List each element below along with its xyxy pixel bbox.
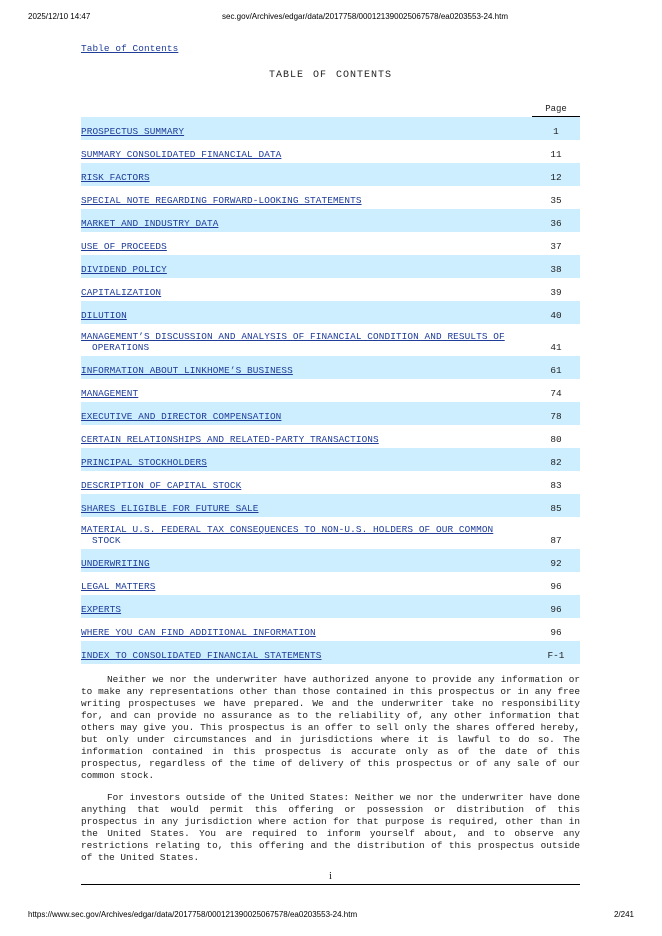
toc-entry-title: PROSPECTUS SUMMARY [81,126,185,137]
toc-entry-link[interactable] [81,218,218,229]
toc-entry-link[interactable] [81,331,505,353]
toc-entry-cell [81,163,532,186]
toc-row [81,572,580,595]
toc-entry-title-continued: OPERATIONS [92,342,150,353]
toc-entry-cell [81,278,532,301]
toc-table [81,97,580,664]
print-timestamp: 2025/12/10 14:47 [28,12,91,21]
toc-entry-title: SPECIAL NOTE REGARDING FORWARD-LOOKING STATEMENTS [81,195,362,206]
toc-row [81,448,580,471]
toc-entry-title: MATERIAL U.S. FEDERAL TAX CONSEQUENCES TO NON-U.S. HOLDERS OF OUR COMMON [81,524,494,535]
toc-page-number: 38 [532,255,580,278]
toc-entry-title: SHARES ELIGIBLE FOR FUTURE SALE [81,503,259,514]
toc-entry-link[interactable] [81,581,155,592]
toc-page-number: 61 [532,356,580,379]
toc-entry-cell [81,595,532,618]
toc-entry-title: DIVIDEND POLICY [81,264,167,275]
toc-row [81,595,580,618]
toc-entry-title: EXPERTS [81,604,122,615]
toc-entry-link[interactable] [81,195,362,206]
toc-page-number: 92 [532,549,580,572]
toc-entry-link[interactable] [81,650,322,661]
toc-entry-title: MANAGEMENT [81,388,139,399]
toc-row [81,618,580,641]
document-page [81,38,580,885]
toc-page-number: 96 [532,595,580,618]
toc-page-number: 80 [550,434,562,445]
toc-row [81,232,580,255]
toc-entry-cell [81,186,532,209]
print-page-counter: 2/241 [613,910,634,919]
toc-entry-link[interactable] [81,149,281,160]
table-of-contents-link[interactable]: Table of Contents [81,43,179,54]
toc-page-number: 82 [532,448,580,471]
toc-entry-cell [81,425,532,448]
toc-header-spacer [81,97,532,117]
toc-entry-title: USE OF PROCEEDS [81,241,167,252]
page-bottom-rule [81,884,580,885]
toc-entry-title: DESCRIPTION OF CAPITAL STOCK [81,480,242,491]
toc-entry-link[interactable] [81,558,150,569]
toc-page-number: 39 [550,287,562,298]
toc-entry-cell [81,209,532,232]
toc-entry-cell [81,117,532,140]
toc-entry-link[interactable] [81,172,150,183]
toc-page-number: 87 [550,535,562,546]
toc-entry-cell [81,379,532,402]
toc-entry-title-continued: STOCK [92,535,121,546]
toc-entry-cell [81,448,532,471]
toc-entry-title: MARKET AND INDUSTRY DATA [81,218,219,229]
toc-page-number: 41 [550,342,562,353]
toc-entry-title: INDEX TO CONSOLIDATED FINANCIAL STATEMENTS [81,650,322,661]
page-number: i [328,870,333,882]
toc-entry-link[interactable] [81,126,184,137]
toc-title: TABLE OF CONTENTS [268,70,393,81]
toc-row [81,425,580,448]
toc-page-number: 83 [550,480,562,491]
toc-entry-title: CAPITALIZATION [81,287,162,298]
toc-entry-link[interactable] [81,287,161,298]
toc-entry-link[interactable] [81,524,493,546]
toc-entry-cell [81,618,532,641]
print-header-url: sec.gov/Archives/edgar/data/2017758/000121390025067578/ea0203553-24.htm [222,12,509,21]
toc-page-number: 96 [550,627,562,638]
toc-row [81,278,580,301]
toc-page-number: 37 [550,241,562,252]
toc-page-number: 40 [532,301,580,324]
toc-entry-cell [81,641,532,664]
toc-entry-cell [81,324,532,356]
toc-row [81,301,580,324]
toc-row [81,209,580,232]
toc-entry-cell [81,232,532,255]
toc-page-number: 35 [550,195,562,206]
toc-entry-title: PRINCIPAL STOCKHOLDERS [81,457,207,468]
toc-page-number: 36 [532,209,580,232]
print-footer-url: https://www.sec.gov/Archives/edgar/data/2017758/000121390025067578/ea0203553-24.htm [28,910,358,919]
toc-row [81,517,580,549]
toc-row [81,255,580,278]
toc-row [81,379,580,402]
toc-page-number: 12 [532,163,580,186]
toc-row [81,163,580,186]
toc-entry-link[interactable] [81,604,121,615]
toc-page-number: 11 [550,149,562,160]
toc-entry-title: CERTAIN RELATIONSHIPS AND RELATED-PARTY TRANSACTIONS [81,434,379,445]
toc-entry-link[interactable] [81,365,293,376]
toc-page-number: F-1 [532,641,580,664]
toc-page-number: 1 [532,117,580,140]
toc-row [81,356,580,379]
toc-entry-title: DILUTION [81,310,127,321]
toc-entry-link[interactable] [81,434,379,445]
toc-header-row [81,97,580,117]
toc-entry-title: RISK FACTORS [81,172,150,183]
toc-page-number: 78 [532,402,580,425]
toc-entry-title: MANAGEMENT’S DISCUSSION AND ANALYSIS OF FINANCIAL CONDITION AND RESULTS OF [81,331,505,342]
toc-entry-cell [81,572,532,595]
toc-page-number: 85 [532,494,580,517]
toc-row [81,186,580,209]
toc-page-header [532,97,580,117]
toc-entry-link[interactable] [81,480,241,491]
toc-entry-title: EXECUTIVE AND DIRECTOR COMPENSATION [81,411,282,422]
toc-entry-link[interactable] [81,310,127,321]
toc-row [81,324,580,356]
toc-entry-cell [81,356,532,379]
toc-page-number: 74 [550,388,562,399]
toc-entry-cell [81,494,532,517]
toc-entry-link[interactable] [81,627,316,638]
toc-row [81,641,580,664]
toc-entry-link[interactable] [81,241,167,252]
disclaimer-paragraph: Neither we nor the underwriter have authorized anyone to provide any information or to make any representations other than those contained in this prospectus or in any free writing prospectuses we have prepared. We and the underwriter take no responsibility for, and can provide no assurance as to the reliability of, any other information that others may give you. This prospectus is an offer to sell only the shares offered hereby, but only under circumstances and in jurisdictions where it is lawful to do so. The information contained in this prospectus is accurate only as of the date of this prospectus, regardless of the time of delivery of this prospectus or of any sale of our common stock. [81,674,580,781]
toc-row [81,140,580,163]
toc-entry-cell [81,255,532,278]
toc-entry-cell [81,517,532,549]
page-column-label: Page [532,104,580,117]
toc-entry-cell [81,301,532,324]
foreign-investors-paragraph: For investors outside of the United States: Neither we nor the underwriter have done anything that would permit this offering or possession or distribution of this prospectus in any jurisdiction where action for that purpose is required, other than in the United States. You are required to inform yourself about, and to observe any restrictions relating to, this offering and the distribution of this prospectus outside of the United States. [81,792,580,863]
toc-row [81,494,580,517]
toc-entry-link[interactable] [81,264,167,275]
toc-row [81,549,580,572]
toc-entry-link[interactable] [81,388,138,399]
toc-entry-link[interactable] [81,411,281,422]
toc-entry-title: WHERE YOU CAN FIND ADDITIONAL INFORMATION [81,627,316,638]
toc-entry-title: UNDERWRITING [81,558,150,569]
toc-row [81,402,580,425]
toc-page-number: 96 [550,581,562,592]
toc-row [81,471,580,494]
toc-entry-cell [81,402,532,425]
toc-entry-cell [81,549,532,572]
toc-entry-cell [81,140,532,163]
toc-entry-link[interactable] [81,503,259,514]
toc-entry-title: INFORMATION ABOUT LINKHOME’S BUSINESS [81,365,293,376]
toc-entry-link[interactable] [81,457,207,468]
toc-entry-cell [81,471,532,494]
toc-entry-title: SUMMARY CONSOLIDATED FINANCIAL DATA [81,149,282,160]
toc-row [81,117,580,140]
toc-entry-title: LEGAL MATTERS [81,581,156,592]
